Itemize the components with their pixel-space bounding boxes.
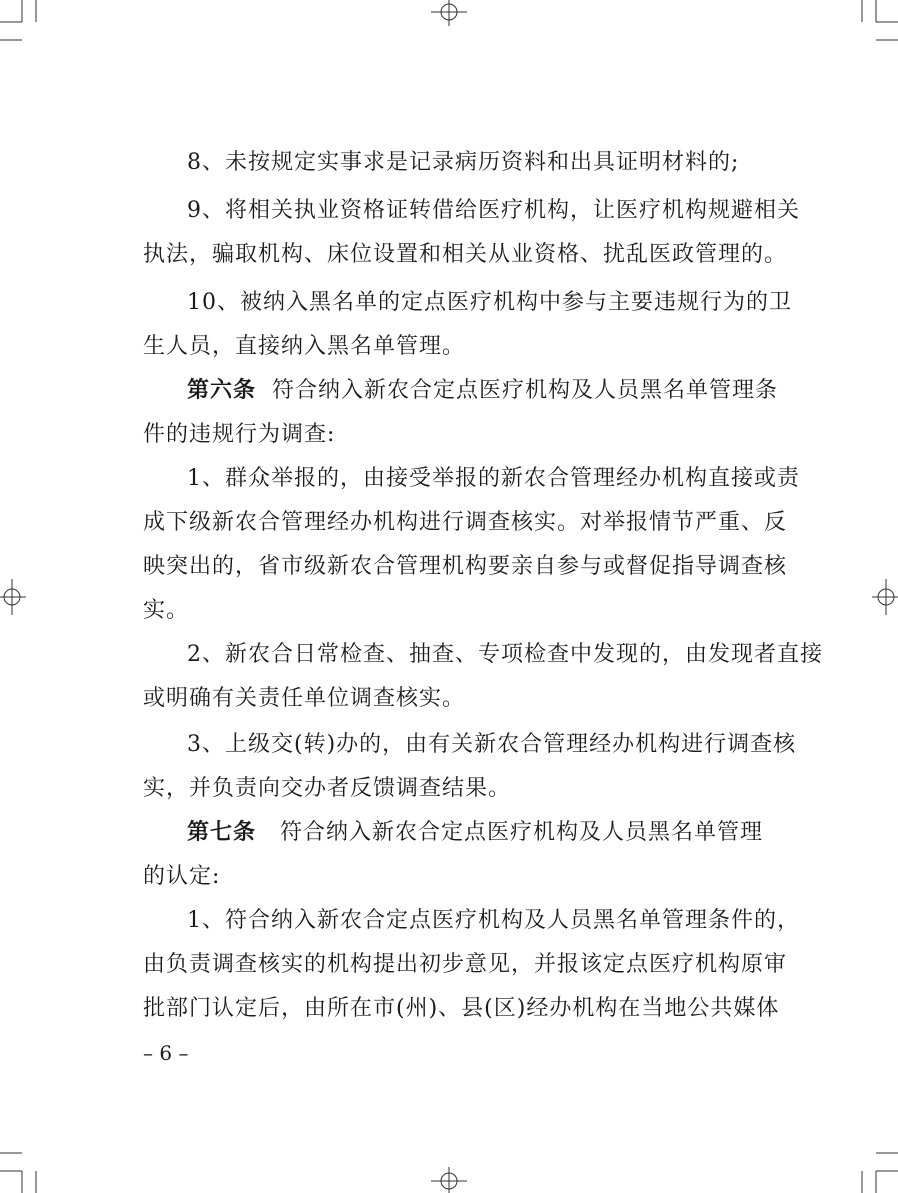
text-line: 实。 [143, 598, 190, 623]
text-line: 9、将相关执业资格证转借给医疗机构，让医疗机构规避相关 [187, 198, 800, 223]
text-line: 或明确有关责任单位调查核实。 [143, 686, 466, 711]
text-line: 10、被纳入黑名单的定点医疗机构中参与主要违规行为的卫 [187, 290, 792, 315]
page-number: – 6 – [143, 1041, 189, 1065]
text-line: 映突出的，省市级新农合管理机构要亲自参与或督促指导调查核 [143, 554, 788, 579]
text-line: 8、未按规定实事求是记录病历资料和出具证明材料的; [187, 150, 740, 175]
text-line: 由负责调查核实的机构提出初步意见，并报该定点医疗机构原审 [143, 952, 788, 977]
text-line: 成下级新农合管理经办机构进行调查核实。对举报情节严重、反 [143, 510, 788, 535]
text-line: 生人员，直接纳入黑名单管理。 [143, 334, 466, 359]
article-label: 第六条 [187, 378, 257, 403]
article-label: 第七条 [187, 820, 257, 845]
text-line: 执法，骗取机构、床位设置和相关从业资格、扰乱医政管理的。 [143, 242, 788, 267]
text-line: 件的违规行为调查: [143, 422, 336, 447]
text-line: 的认定: [143, 864, 221, 889]
text-line: 实，并负责向交办者反馈调查结果。 [143, 776, 512, 801]
text-line: 2、新农合日常检查、抽查、专项检查中发现的，由发现者直接 [187, 642, 823, 667]
text-line: 1、群众举报的，由接受举报的新农合管理经办机构直接或责 [187, 466, 800, 491]
article-heading-line: 第六条 符合纳入新农合定点医疗机构及人员黑名单管理条 [187, 378, 779, 403]
text-line: 1、符合纳入新农合定点医疗机构及人员黑名单管理条件的， [187, 908, 800, 933]
text-line: 3、上级交(转)办的，由有关新农合管理经办机构进行调查核 [187, 732, 797, 757]
text-line: 批部门认定后，由所在市(州)、县(区)经办机构在当地公共媒体 [143, 996, 780, 1021]
article-heading-line: 第七条 符合纳入新农合定点医疗机构及人员黑名单管理 [187, 820, 763, 845]
